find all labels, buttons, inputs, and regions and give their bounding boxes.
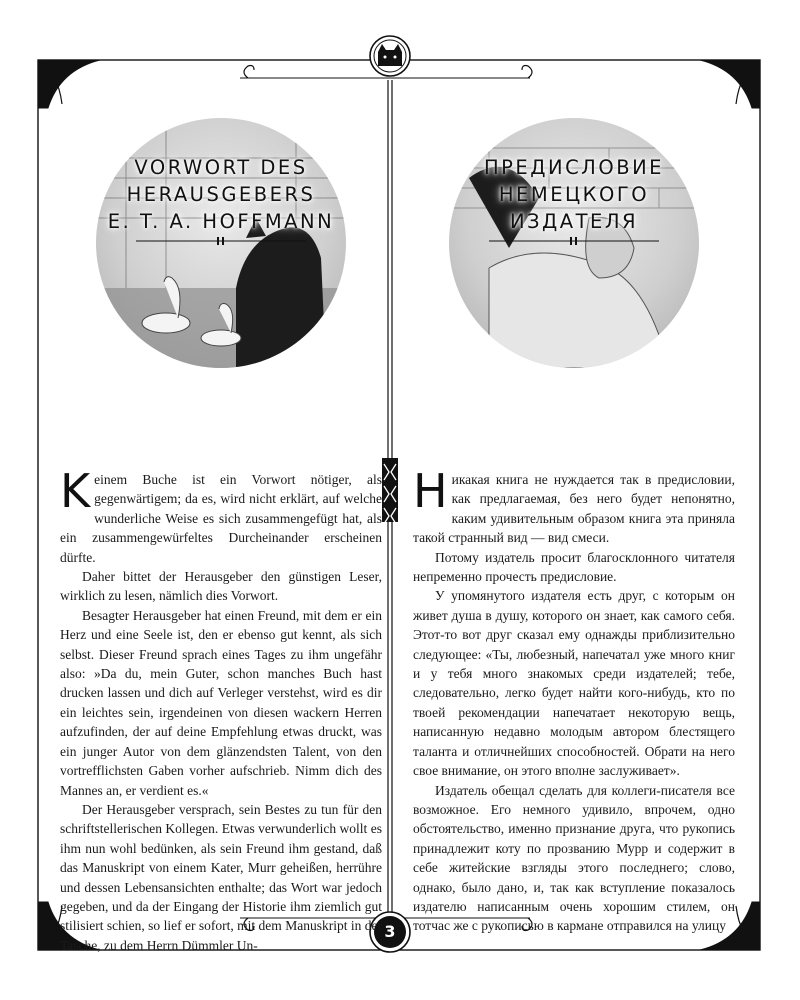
title-line: HERAUSGEBERS xyxy=(126,183,316,206)
paragraph: Издатель обещал сделать для коллеги-писателя все возможное. Его немного удивило, впрочем, одно обстоятельство, именно признание друга, что рукопись принадлежит коту по прозванию Мурр и содержит в себе житейские взгляды этого последнего; слово, однако, было дано, и, так как вступление показалось издателю написанным очень хорошим стилем, он тотчас же с рукописью в кармане отправился на улицу xyxy=(413,782,735,934)
title-line: E. T. A. HOFFMANN xyxy=(107,210,335,233)
title-line: НЕМЕЦКОГО xyxy=(498,183,650,206)
paragraph: Besagter Herausgeber hat einen Freund, mit dem er ein Herz und eine Seele ist, den er ebenso gut kennt, als sich selbst. Dieser Freund sprach eines Tages zu ihm ungefähr also: »Da du, mein Guter, schon manches Buch hast drucken lassen und dich auf Verleger verstehst, wird es dir ein leichtes sein, irgendeinen von diesen wackern Herren aufzufinden, der auf deine Empfehlung etwas druckt, was ein junger Autor von dem glänzendsten Talent, von den vortrefflichsten Gaben vorher aufschrieb. Nimm dich des Mannes an, er verdient es.« xyxy=(60,607,382,798)
right-title xyxy=(449,154,699,235)
title-rule xyxy=(136,236,306,246)
drop-cap: Н xyxy=(413,464,448,518)
paragraph: Никакая книга не нуждается так в предисловии, как предлагаемая, без него будет непонятно, каким удивительным образом книга эта приняла такой странный вид — вид смеси. xyxy=(413,464,735,546)
title-rule xyxy=(489,236,659,246)
paragraph: Keinem Buche ist ein Vorwort nötiger, als gegenwärtigem; da es, wird nicht erklärt, auf welche wunderliche Weise es sich zusammengefügt hat, als ein zusammengewürfeltes Durcheinander erscheinen dürfte. xyxy=(60,464,382,565)
paragraph: Daher bittet der Herausgeber den günstigen Leser, wirklich zu lesen, nämlich dies Vorwort. xyxy=(60,569,382,604)
title-line: ПРЕДИСЛОВИЕ xyxy=(484,156,664,179)
page-number: 3 xyxy=(384,922,396,941)
title-line: ИЗДАТЕЛЯ xyxy=(509,210,639,233)
paragraph: У упомянутого издателя есть друг, с которым он живет душа в душу, которого он знает, как самого себя. Этот-то вот друг сказал ему однажды приблизительно следующее: «Ты, любезный, напечатал уже много книг и у тебя много знакомых среди издателей; тебе, следовательно, легко будет найти кого-нибудь, кто по твоей рекомендации напечатает некоторую вещь, написанную недавно молодым автором блестящего таланта и отличнейших способностей. Обрати на него свое внимание, он этого вполне заслуживает». xyxy=(413,588,735,779)
right-column xyxy=(413,118,735,936)
paragraph: Der Herausgeber versprach, sein Bestes zu tun für den schriftstellerischen Kollegen. Etwas verwunderlich wollt es ihm nun wohl bedünken, als sein Freund ihm gestand, daß das Manuskript von einem Kater, Murr geheißen, herrühre und dessen Lebensansichten enthalte; das Wort war jedoch gegeben, und da der Eingang der Historie ihm ziemlich gut stilisiert schien, so lief er sofort, mit dem Manuskript in der Tasche, zu dem Herrn Dümmler Un- xyxy=(60,801,382,953)
left-column xyxy=(60,118,382,955)
cat-emblem-icon xyxy=(370,36,410,76)
left-body-text xyxy=(60,464,382,955)
left-title xyxy=(96,154,346,235)
left-title-medallion xyxy=(96,118,346,368)
title-line: VORWORT DES xyxy=(134,156,308,179)
right-title-medallion xyxy=(449,118,699,368)
divider-ornament xyxy=(382,458,398,524)
paragraph: Потому издатель просит благосклонного читателя непременно прочесть предисловие. xyxy=(413,549,735,585)
drop-cap: K xyxy=(60,464,91,518)
right-body-text xyxy=(413,464,735,936)
